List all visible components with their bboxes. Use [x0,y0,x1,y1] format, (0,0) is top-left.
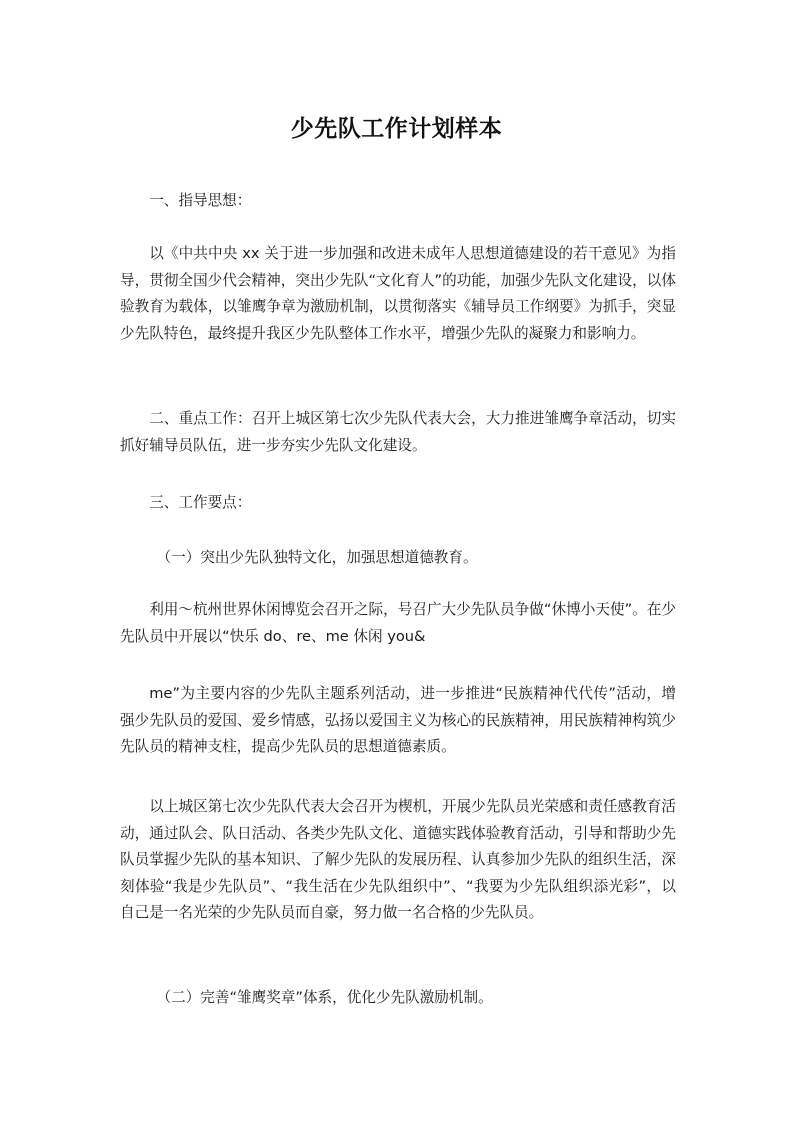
item-1-paragraph-3: 以上城区第七次少先队代表大会召开为楔机，开展少先队员光荣感和责任感教育活动，通过队会、队日活动、各类少先队文化、道德实践体验教育活动，引导和帮助少先队员掌握少先队的基本知识、了解少先队的发展历程、认真参加少先队的组织生活，深刻体验“我是少先队员”、“我生活在少先队组织中”、“我要为少先队组织添光彩”，以自己是一名光荣的少先队员而自豪，努力做一名合格的少先队员。 [120,798,676,921]
section-2-paragraph: 二、重点工作：召开上城区第七次少先队代表大会，大力推进雏鹰争章活动，切实抓好辅导员队伍，进一步夯实少先队文化建设。 [120,410,676,454]
section-1-heading: 一、指导思想： [149,192,252,209]
section-1-body: 以《中共中央 xx 关于进一步加强和改进未成年人思想道德建设的若干意见》为指导，贯彻全国少代会精神，突出少先队“文化育人”的功能，加强少先队文化建设，以体验教育为载体，以雏鹰争章为激励机制，以贯彻落实《辅导员工作纲要》为抓手，突显少先队特色，最终提升我区少先队整体工作水平，增强少先队的凝聚力和影响力。 [120,245,676,342]
item-1-heading: （一）突出少先队独特文化，加强思想道德教育。 [156,549,478,566]
section-3-heading: 三、工作要点： [149,494,252,511]
document-title: 少先队工作计划样本 [290,116,503,142]
item-1-paragraph-2: me”为主要内容的少先队主题系列活动，进一步推进“民族精神代代传”活动，增强少先队员的爱国、爱乡情感，弘扬以爱国主义为核心的民族精神，用民族精神构筑少先队员的精神支柱，提高少先队员的思想道德素质。 [120,685,676,755]
item-1-paragraph-1: 利用～杭州世界休闲博览会召开之际，号召广大少先队员争做“休博小天使”。在少先队员中开展以“快乐 do、re、me 休闲 you& [120,601,676,645]
item-2-heading: （二）完善“雏鹰奖章”体系，优化少先队激励机制。 [156,989,493,1006]
